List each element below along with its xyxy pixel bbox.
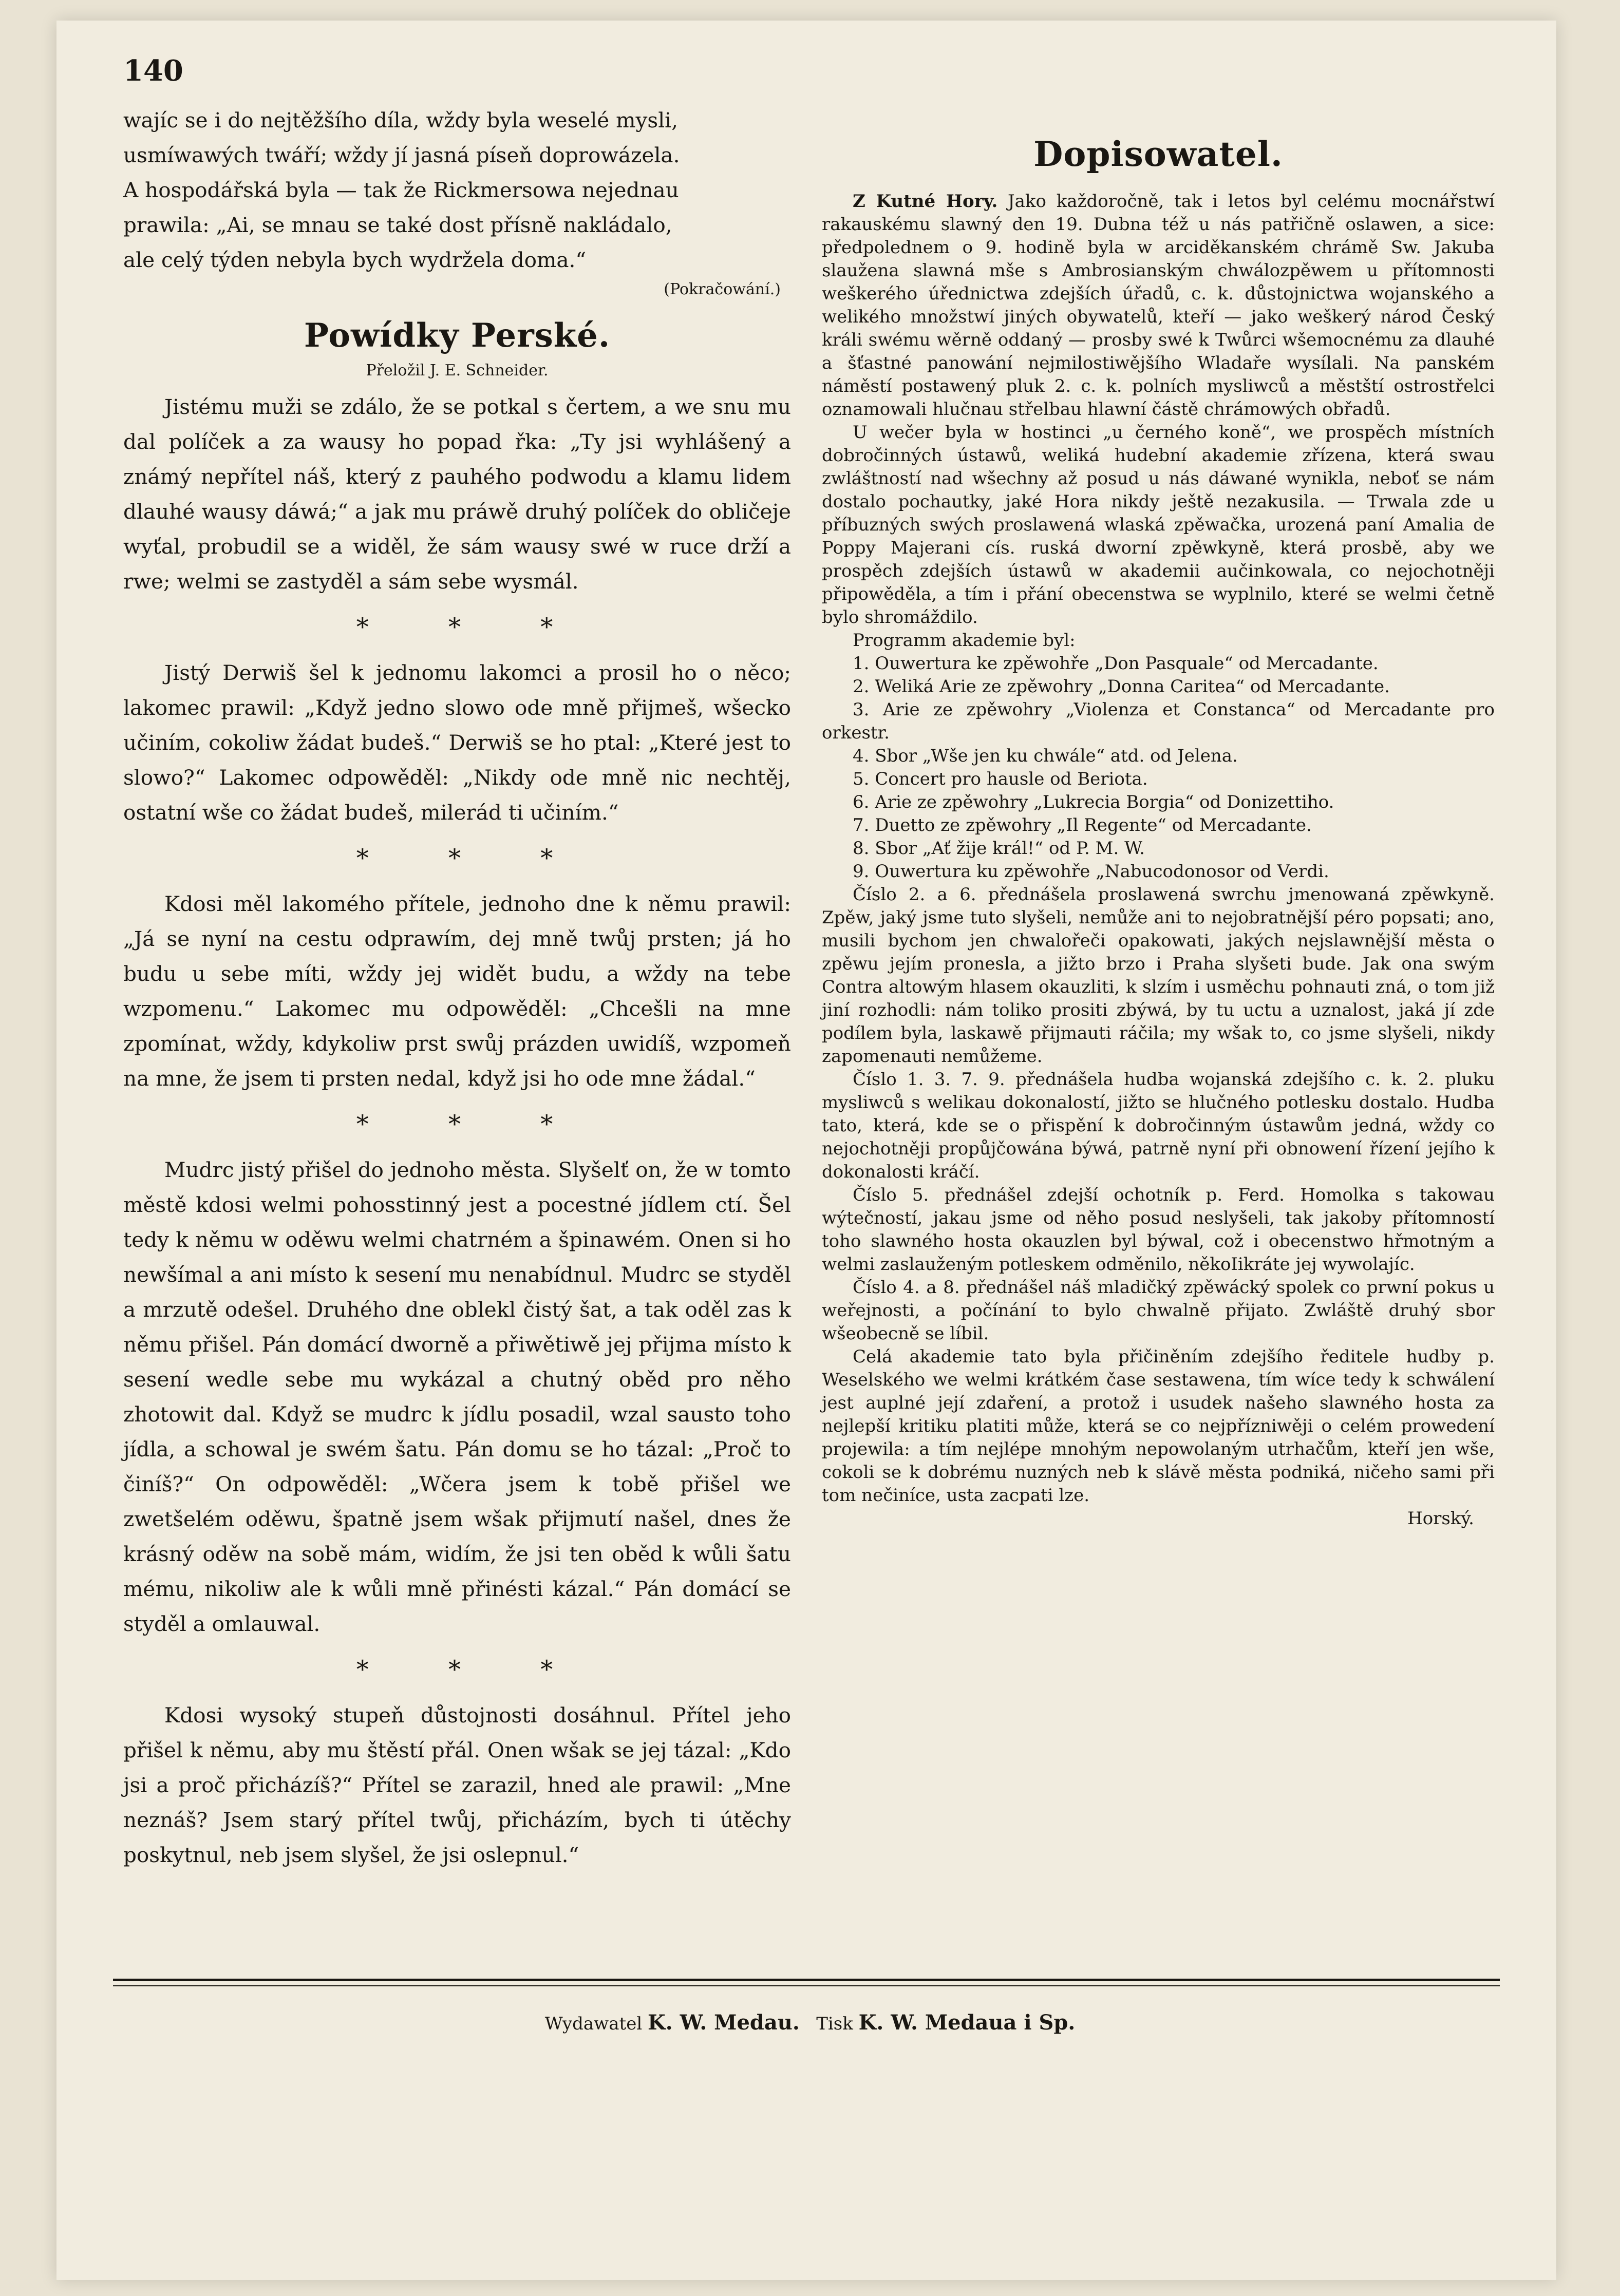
footer-rule-thin [113, 1985, 1500, 1986]
program-item-number: 4. [853, 746, 870, 766]
continued-note: (Pokračowání.) [664, 280, 781, 298]
program-list [822, 652, 1495, 883]
intro-line-1: wajíc se i do nejtěžšího díla, wždy byla weselé mysli, [123, 108, 678, 132]
report-paragraph-3: Číslo 2. a 6. přednášela proslawená swrchu jmenowaná zpěwkyně. Zpěw, jaký jsme tuto slyšeli, nemůže ani to nejobratnější péro popsati; ano, musili bychom jen chwalořeči opakowati, jakých nejslawnější města o zpěwu jejím pronesla, a jižto brzo i Praha slyšeti bude. Jak ona swým Contra altowým hlasem okauzliti, k slzím i usměchu pohnauti zná, o tom již jiní rozhodli: nám toliko prositi zbýwá, by tu uctu a uznalost, jaká jí zde podílem byla, laskawě přijmauti ráčila; my wšak to, co jsme slyšeli, nikdy zapomenauti nemůžeme. [822, 884, 1495, 1067]
report-paragraph-4: Číslo 1. 3. 7. 9. přednášela hudba wojanská zdejšího c. k. 2. pluku mysliwců s welikau dokonalostí, jižto se hlučného potlesku dostalo. Hudba tato, která, kde se o přispění k dobročinným ústawům jedná, wždy co nejochotněji propůjčowána býwá, patrně nyní při obnowení řízení jejího k dokonalosti kráčí. [822, 1069, 1495, 1182]
star-divider-3: * * * [356, 1110, 589, 1138]
program-item-text: Duetto ze zpěwohry „Il Regente“ od Mercadante. [875, 815, 1312, 836]
publisher-name: K. W. Medau. [648, 2010, 800, 2035]
intro-line-3: A hospodářská byla — tak že Rickmersowa nejednau [123, 178, 679, 202]
story-3: Kdosi měl lakomého přítele, jednoho dne k němu prawil: „Já se nyní na cestu odprawím, dej mně twůj prsten; já ho budu u sebe míti, wždy jej widět budu, a wždy na tebe wzpomenu.“ Lakomec mu odpowěděl: „Chcešli na mne zpomínat, wždy, kdykoliw prst swůj prázden uwidíš, wzpomeň na mne, že jsem ti prsten nedal, když jsi ho ode mne žádal.“ [123, 891, 791, 1091]
program-item-text: Ouwertura ku zpěwohře „Nabucodonosor od Verdi. [875, 861, 1329, 882]
program-item-number: 9. [853, 861, 870, 882]
dateline-place: Z Kutné Hory. [853, 191, 998, 212]
section-title-correspondent: Dopisowatel. [1033, 134, 1283, 174]
program-item-number: 2. [853, 676, 870, 697]
report-paragraph-1 [822, 190, 1495, 421]
program-item-text: Ouwertura ke zpěwohře „Don Pasquale“ od Mercadante. [875, 653, 1379, 674]
program-item-number: 1. [853, 653, 870, 674]
intro-line-5: ale celý týden nebyla bych wydržela doma.“ [123, 248, 587, 272]
story-4: Mudrc jistý přišel do jednoho města. Slyšelť on, že w tomto městě kdosi welmi pohosstinný jest a pocestné jídlem ctí. Šel tedy k němu w oděwu welmi chatrném a špinawém. Onen si ho newšímal a ani místo k sesení mu nenabídnul. Mudrc se styděl a mrzutě odešel. Druhého dne oblekl čistý šat, a tak oděl zas k němu přišel. Pán domácí dworně a přiwětiwě jej přijma místo k sesení wedle sebe mu wykázal a chutný oběd pro něho zhotowit dal. Když se mudrc k jídlu posadil, wzal sausto toho jídla, a schowal je swém šatu. Pán domu se ho tázal: „Proč to činíš?“ On odpowěděl: „Wčera jsem k tobě přišel we zwetšelém oděwu, špatně jsem wšak přijmutí našel, dnes že krásný oděw na sobě mám, widím, že jsi ten oběd k wůli šatu mému, nikoliw ale k wůli mně přinésti kázal.“ Pán domácí se styděl a omlauwal. [123, 1158, 791, 1636]
program-item-text: Sbor „Wše jen ku chwále“ atd. od Jelena. [875, 746, 1238, 766]
page-number: 140 [123, 54, 183, 88]
story-5: Kdosi wysoký stupeň důstojnosti dosáhnul. Přítel jeho přišel k němu, aby mu štěstí přál. Onen wšak se jej tázal: „Kdo jsi a proč přicházíš?“ Přítel se zarazil, hned ale prawil: „Mne neznáš? Jsem starý přítel twůj, přicházím, bych ti útěchy poskytnul, neb jsem slyšel, že jsi oslepnul.“ [123, 1703, 791, 1867]
imprint-line [0, 2010, 1620, 2035]
star-divider-1: * * * [356, 613, 589, 641]
program-item-number: 5. [853, 769, 870, 789]
program-item-number: 7. [853, 815, 870, 836]
program-item [822, 652, 1495, 675]
program-item [822, 698, 1495, 745]
program-item-number: 3. [853, 699, 870, 720]
program-title: Programm akademie byl: [853, 630, 1076, 651]
star-divider-2: * * * [356, 844, 589, 872]
star-divider-4: * * * [356, 1655, 589, 1684]
story-2: Jistý Derwiš šel k jednomu lakomci a prosil ho o něco; lakomec prawil: „Když jedno slowo ode mně přijmeš, wšecko učiním, cokoliw žádat budeš.“ Derwiš se ho ptal: „Které jest to slowo?“ Lakomec odpowěděl: „Nikdy ode mně nic nechtěj, ostatní wše co žádat budeš, milerád ti učiním.“ [123, 660, 791, 825]
program-item [822, 768, 1495, 791]
program-item-text: Arie ze zpěwohry „Lukrecia Borgia“ od Donizettiho. [875, 792, 1334, 812]
program-item [822, 837, 1495, 860]
footer-rule-thick [113, 1979, 1500, 1981]
translator-credit: Přeložil J. E. Schneider. [366, 362, 549, 379]
program-item [822, 791, 1495, 814]
program-item [822, 675, 1495, 698]
program-item-text: Arie ze zpěwohry „Violenza et Constanca“ od Mercadante pro orkestr. [822, 699, 1495, 743]
program-item [822, 745, 1495, 768]
publisher-label: Wydawatel [544, 2014, 643, 2034]
report-paragraph-1-text: Jako každoročně, tak i letos byl celému mocnářstwí rakauskému slawný den 19. Dubna též u nás patřičně oslawen, a sice: předpolednem o 9. hodině byla w arciděkanském chrámě Sw. Jakuba slauženа slawná mše s Ambrosianským chwálozpěwem u přítomnosti weškerého úřednictwa zdejších úřadů, c. k. důstojnictwa wojanského a welikého množstwí jiných obywatelů, kteří — jako weškerý národ Český králi swému wěrně oddaný — prosby swé k Twůrci wšemocnému za dlauhé a šťastné panowání nejmilostiwějšího Wladaře wysílali. Na panském náměstí postawený pluk 2. c. k. polních mysliwců a městští ostrostřelci oznamowali hlučnau střelbau hlawní částě chrámowých obřadů. [822, 191, 1495, 420]
intro-line-2: usmíwawých twáří; wždy jí jasná píseň doprowázela. [123, 143, 680, 167]
program-item-number: 8. [853, 838, 870, 859]
report-paragraph-2: U wečer byla w hostinci „u černého koně“, we prospěch místních dobročinných ústawů, weliká hudební akademie zřízena, která swau zwláštností nad wšechny až posud u nás dáwané wynikla, neboť se nám dostalo pochautky, jaké Hora nikdy ještě nezakusila. — Trwala zde u příbuzných swých proslawená wlaská zpěwačka, urozená paní Amalia de Poppy Majerani cís. ruská dworní zpěwkyně, která prosbě, aby we prospěch zdejších ústawů w akademii aučinkowala, co nejochotněji připowěděla, a tím i přání obecenstwa se wyplnilo, které se welmi četně bylo shromáždilo. [822, 422, 1495, 628]
report-paragraph-7: Celá akademie tato byla přičiněním zdejšího ředitele hudby p. Weselského we welmi krátkém čase sestawena, tím wíce tedy k schwálení jest auplné její zdaření, a protož i usudek našeho slawného hosta za nejlepší kritiku platiti může, která se co nejpřízniwěji o celém prowedení projewila: a tím nejlépe mnohým nepowolaným utrhačům, kteří jen wše, cokoli se k dobrému nuzných neb k slávě města podniká, ničeho sami při tom nečiníce, usta zacpati lze. [822, 1346, 1495, 1506]
program-item [822, 860, 1495, 883]
left-column [123, 103, 791, 1872]
program-item [822, 814, 1495, 837]
author-signature: Horský. [1407, 1508, 1474, 1529]
intro-line-4: prawila: „Ai, se mnau se také dost přísně nakládalo, [123, 213, 672, 237]
print-label: Tisk [816, 2014, 853, 2034]
program-item-text: Concert pro hausle od Beriota. [875, 769, 1148, 789]
printer-name: K. W. Medaua i Sp. [858, 2010, 1076, 2035]
report-paragraph-6: Číslo 4. a 8. přednášel náš mladičký zpěwácký spolek co prwní pokus u weřejnosti, a počínání to bylo chwalně přijato. Zwláště druhý sbor wšeobecně se líbil. [822, 1277, 1495, 1344]
section-title-persian-tales: Powídky Perské. [304, 316, 611, 355]
program-item-number: 6. [853, 792, 870, 812]
story-1: Jistému muži se zdálo, že se potkal s čertem, a we snu mu dal políček a za wausy ho popad řka: „Ty jsi wyhlášený a známý nepřítel náš, který z pauhého podwodu a klamu lidem dlauhé wausy dáwá;“ a jak mu práwě druhý políček do obličeje wyťal, probudil se a widěl, že sám wausy swé w ruce drží a rwe; welmi se zastyděl a sám sebe wysmál. [123, 394, 791, 594]
program-item-text: Sbor „Ať žije král!“ od P. M. W. [875, 838, 1145, 859]
right-column [822, 103, 1495, 1530]
program-item-text: Weliká Arie ze zpěwohry „Donna Caritea“ od Mercadante. [875, 676, 1390, 697]
report-paragraph-5: Číslo 5. přednášel zdejší ochotník p. Ferd. Homolka s takowau wýtečností, jakau jsme od něho posud neslyšeli, tak jakoby přítomností toho slawného hosta okauzlen byl býwal, což i obecenstwo hřmotným a welmi zaslauženým potleskem odměnilo, někoIikráte jej wywolajíc. [822, 1185, 1495, 1275]
